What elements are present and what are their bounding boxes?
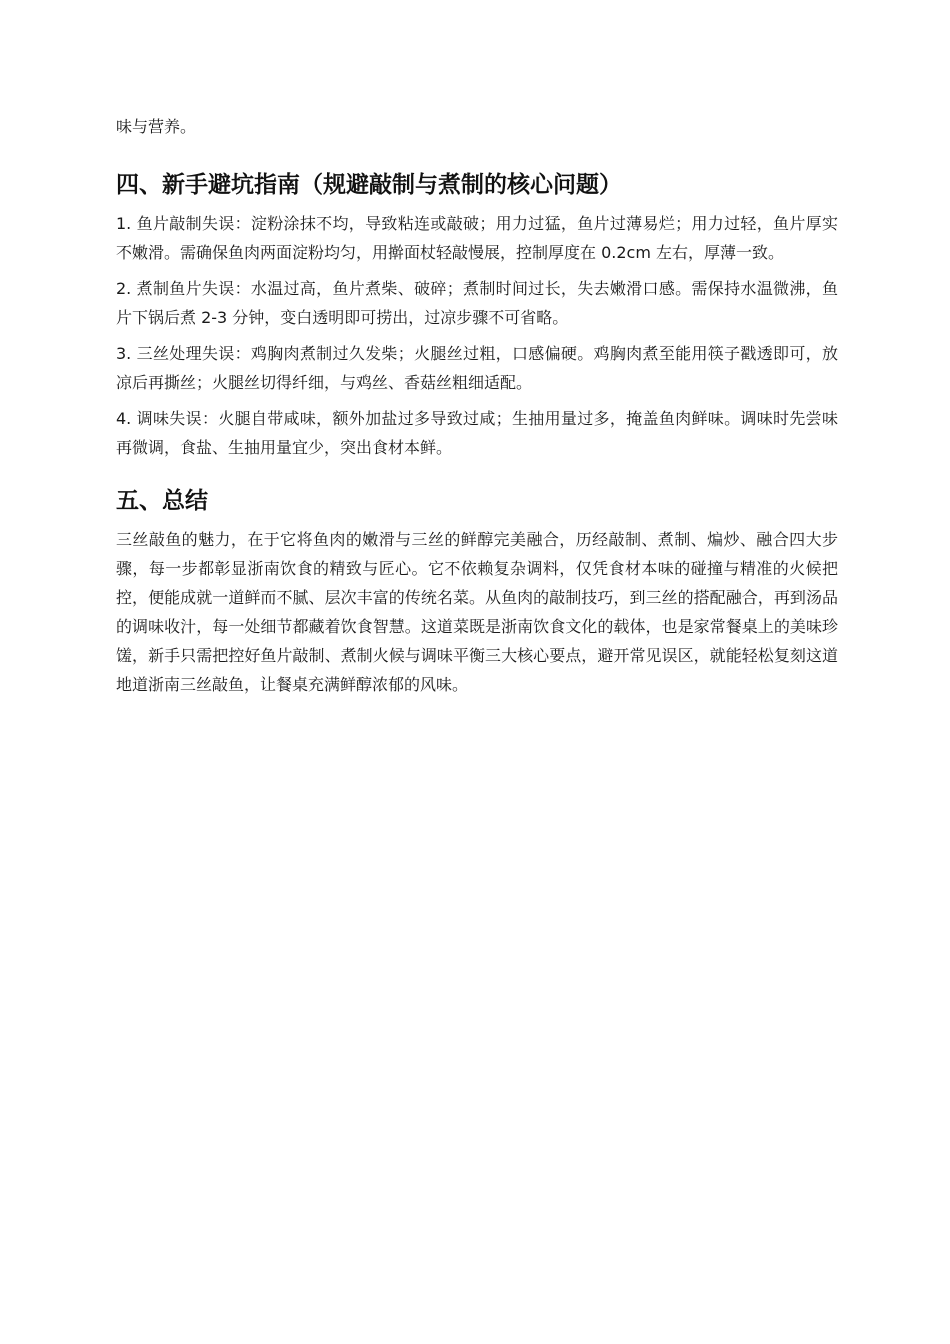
list-item: 1. 鱼片敲制失误：淀粉涂抹不均，导致粘连或敲破；用力过猛，鱼片过薄易烂；用力过轻，鱼片厚实不嫩滑。需确保鱼肉两面淀粉均匀，用擀面杖轻敲慢展，控制厚度在 0.2cm 左右，厚薄一致。 [116,214,838,262]
list-item: 3. 三丝处理失误：鸡胸肉煮制过久发柴；火腿丝过粗，口感偏硬。鸡胸肉煮至能用筷子戳透即可，放凉后再撕丝；火腿丝切得纤细，与鸡丝、香菇丝粗细适配。 [116,344,838,392]
list-item: 2. 煮制鱼片失误：水温过高，鱼片煮柴、破碎；煮制时间过长，失去嫩滑口感。需保持水温微沸，鱼片下锅后煮 2-3 分钟，变白透明即可捞出，过凉步骤不可省略。 [116,279,838,327]
section-heading-pitfalls: 四、新手避坑指南（规避敲制与煮制的核心问题） [116,172,622,198]
summary-paragraph: 三丝敲鱼的魅力，在于它将鱼肉的嫩滑与三丝的鲜醇完美融合，历经敲制、煮制、煸炒、融合四大步骤，每一步都彰显浙南饮食的精致与匠心。它不依赖复杂调料，仅凭食材本味的碰撞与精准的火候把控，便能成就一道鲜而不腻、层次丰富的传统名菜。从鱼肉的敲制技巧，到三丝的搭配融合，再到汤品的调味收汁，每一处细节都藏着饮食智慧。这道菜既是浙南饮食文化的载体，也是家常餐桌上的美味珍馐，新手只需把控好鱼片敲制、煮制火候与调味平衡三大核心要点，避开常见误区，就能轻松复刻这道地道浙南三丝敲鱼，让餐桌充满鲜醇浓郁的风味。 [116,530,838,694]
section-heading-summary: 五、总结 [116,488,208,514]
list-item: 4. 调味失误：火腿自带咸味，额外加盐过多导致过咸；生抽用量过多，掩盖鱼肉鲜味。调味时先尝味再微调，食盐、生抽用量宜少，突出食材本鲜。 [116,409,838,457]
document-page [116,112,838,699]
continued-paragraph-fragment: 味与营养。 [116,117,197,136]
